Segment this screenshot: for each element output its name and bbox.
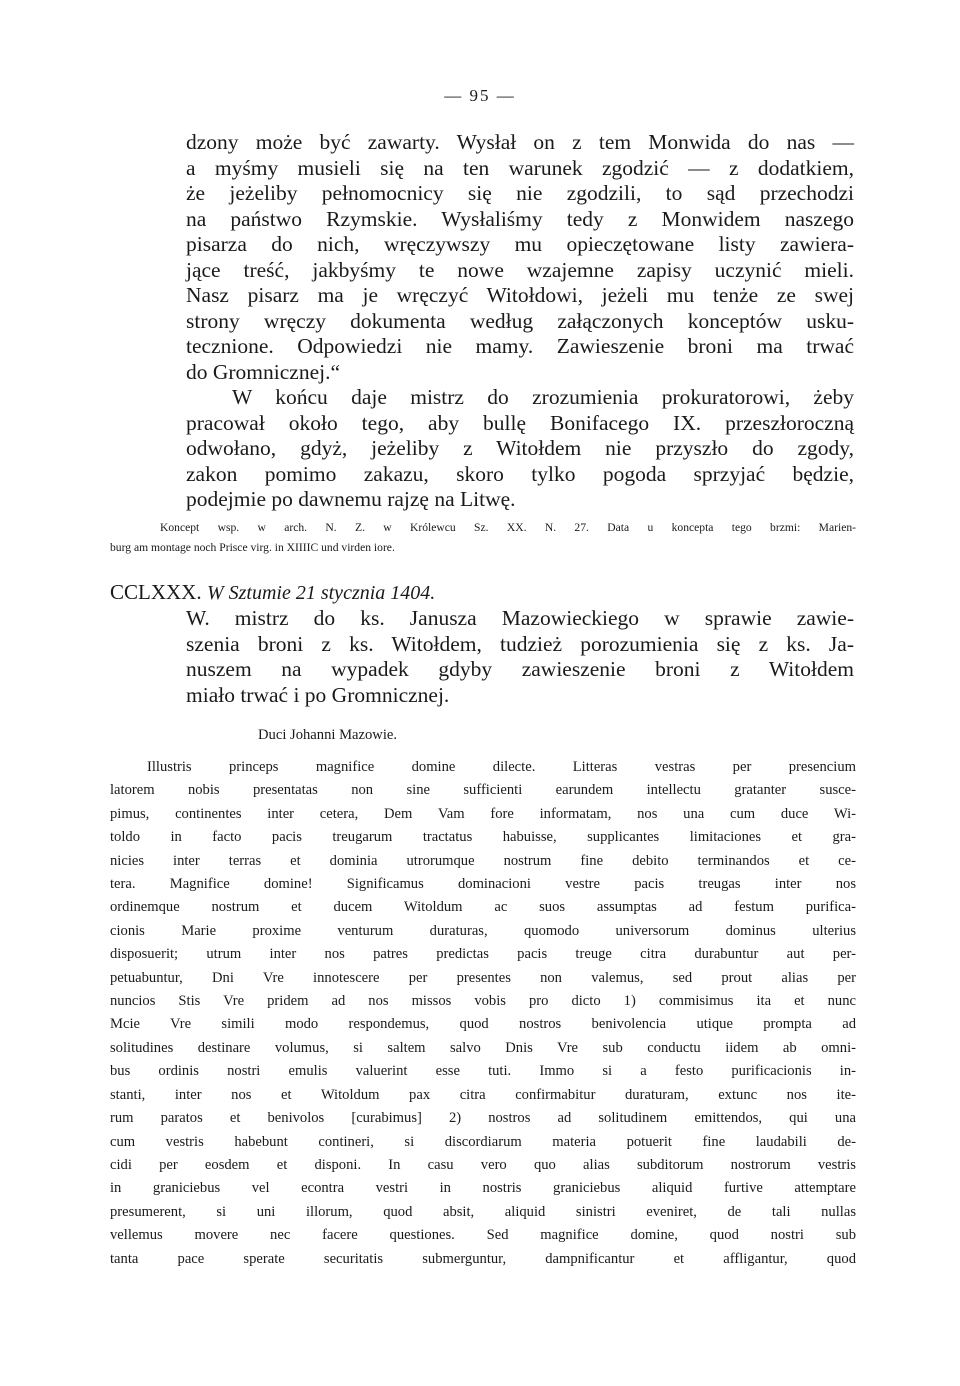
text-line: podejmie po dawnemu rajzę na Litwę.	[186, 487, 516, 511]
text-line: rum paratos et benivolos [curabimus] 2) nostros ad solitudinem emittendos, qui una	[110, 1110, 856, 1127]
second-paragraph	[186, 385, 854, 513]
text-line: strony wręczy dokumenta według załączonych konceptów usku-	[186, 308, 854, 333]
text-line: presumerent, si uni illorum, quod absit, aliquid sinistri eveniret, de tali nullas	[110, 1203, 856, 1220]
text-line: tera. Magnifice domine! Significamus dominacioni vestre pacis treugas inter nos	[110, 876, 856, 893]
text-line: pimus, continentes inter cetera, Dem Vam fore informatam, nos una cum duce Wi-	[110, 805, 856, 822]
section-heading-line	[110, 580, 856, 607]
text-line: Mcie Vre simili modo respondemus, quod nostros benivolencia utique prompta ad	[110, 1016, 856, 1033]
text-line: do Gromnicznej.“	[186, 359, 341, 384]
section-heading	[110, 580, 856, 607]
text-line: Nasz pisarz ma je wręczyć Witołdowi, jeżeli mu tenże ze swej	[186, 283, 854, 307]
text-line: W. mistrz do ks. Janusza Mazowieckiego w sprawie zawie-	[186, 606, 854, 630]
text-line: latorem nobis presentatas non sine sufficienti earundem intellectu gratanter susce-	[110, 782, 856, 799]
text-line: Koncept wsp. w arch. N. Z. w Królewcu Sz. XX. N. 27. Data u koncepta tego brzmi: Marien-	[160, 521, 856, 534]
text-line: dzony może być zawarty. Wysłał on z tem Monwida do nas —	[186, 130, 854, 154]
text-line: pracował około tego, aby bullę Bonifacego IX. przeszłoroczną	[186, 410, 854, 435]
text-line: burg am montage noch Prisce virg. in XIIIIC und virden iore.	[110, 541, 395, 554]
text-line: toldo in facto pacis treugarum tractatus habuisse, supplicantes limitaciones et gra-	[110, 829, 856, 846]
text-line: a myśmy musieli się na ten warunek zgodzić — z dodatkiem,	[186, 155, 854, 180]
text-line: bus ordinis nostri emulis valuerint esse tuti. Immo si a festo purificacionis in-	[110, 1063, 856, 1080]
text-line: tanta pace sperate securitatis submerguntur, dampnificantur et affligantur, quod	[110, 1250, 856, 1267]
text-line: Illustris princeps magnifice domine dilecte. Litteras vestras per presencium	[147, 759, 856, 775]
source-note	[110, 518, 856, 558]
addressee: Duci Johanni Mazowie.	[258, 727, 398, 743]
text-line: W końcu daje mistrz do zrozumienia prokuratorowi, żeby	[232, 385, 854, 409]
text-line: że jeżeliby pełnomocnicy się nie zgodzili, to sąd przechodzi	[186, 181, 854, 205]
text-line: solitudines destinare volumus, si saltem salvo Dnis Vre sub conductu iidem ab omni-	[110, 1039, 856, 1056]
text-line: disposuerit; utrum inter nos patres predictas pacis treuge citra durabuntur aut per-	[110, 946, 856, 963]
text-line: nuszem na wypadek gdyby zawieszenie broni z Witołdem	[186, 657, 854, 681]
text-line: zakon pomimo zakazu, skoro tylko pogoda sprzyjać będzie,	[186, 461, 854, 486]
text-line: tecznione. Odpowiedzi nie mamy. Zawieszenie broni ma trwać	[186, 334, 854, 358]
text-line: nuncios Stis Vre pridem ad nos missos vobis pro dicto 1) commisimus ita et nunc	[110, 993, 856, 1010]
section-date: W Sztumie 21 stycznia 1404.	[206, 582, 436, 604]
text-line: vellemus movere nec facere questiones. Sed magnifice domine, quod nostri sub	[110, 1227, 856, 1244]
letter-body	[110, 756, 856, 1271]
text-line: nicies inter terras et dominia utrorumque nostrum fine debito terminandos et ce-	[110, 852, 856, 869]
text-line: cionis Marie proxime venturum duraturas, quomodo universorum dominus ulterius	[110, 922, 856, 939]
text-line: miało trwać i po Gromnicznej.	[186, 682, 450, 707]
text-line: in graniciebus vel econtra vestri in nostris graniciebus aliquid furtive attemptare	[110, 1180, 856, 1197]
text-line: odwołano, gdyż, jeżeliby z Witołdem nie przyszło do zgody,	[186, 436, 854, 460]
section-summary	[186, 606, 854, 708]
text-line: cum vestris habebunt contineri, si discordiarum materia potuerit fine laudabili de-	[110, 1133, 856, 1150]
text-line: petuabuntur, Dni Vre innotescere per presentes non valemus, sed prout alias per	[110, 969, 856, 986]
page-number: — 95 —	[444, 86, 516, 105]
text-line: szenia broni z ks. Witołdem, tudzież porozumienia się z ks. Ja-	[186, 631, 854, 656]
intro-paragraph	[186, 130, 854, 385]
text-line: stanti, inter nos et Witoldum pax citra confirmabitur duraturam, extunc nos ite-	[110, 1086, 856, 1103]
text-line: cidi per eosdem et disponi. In casu vero quo alias subditorum nostrorum vestris	[110, 1156, 856, 1173]
text-line: ordinemque nostrum et ducem Witoldum ac suos assumptas ad festum purifica-	[110, 899, 856, 916]
text-line: pisarza do nich, wręczywszy mu opieczętowane listy zawiera-	[186, 232, 854, 256]
text-line: jące treść, jakbyśmy te nowe wzajemne zapisy uczynić mieli.	[186, 257, 854, 282]
addressee-line	[258, 724, 658, 747]
section-number: CCLXXX.	[110, 580, 202, 604]
text-line: na państwo Rzymskie. Wysłaliśmy tedy z Monwidem naszego	[186, 206, 854, 231]
